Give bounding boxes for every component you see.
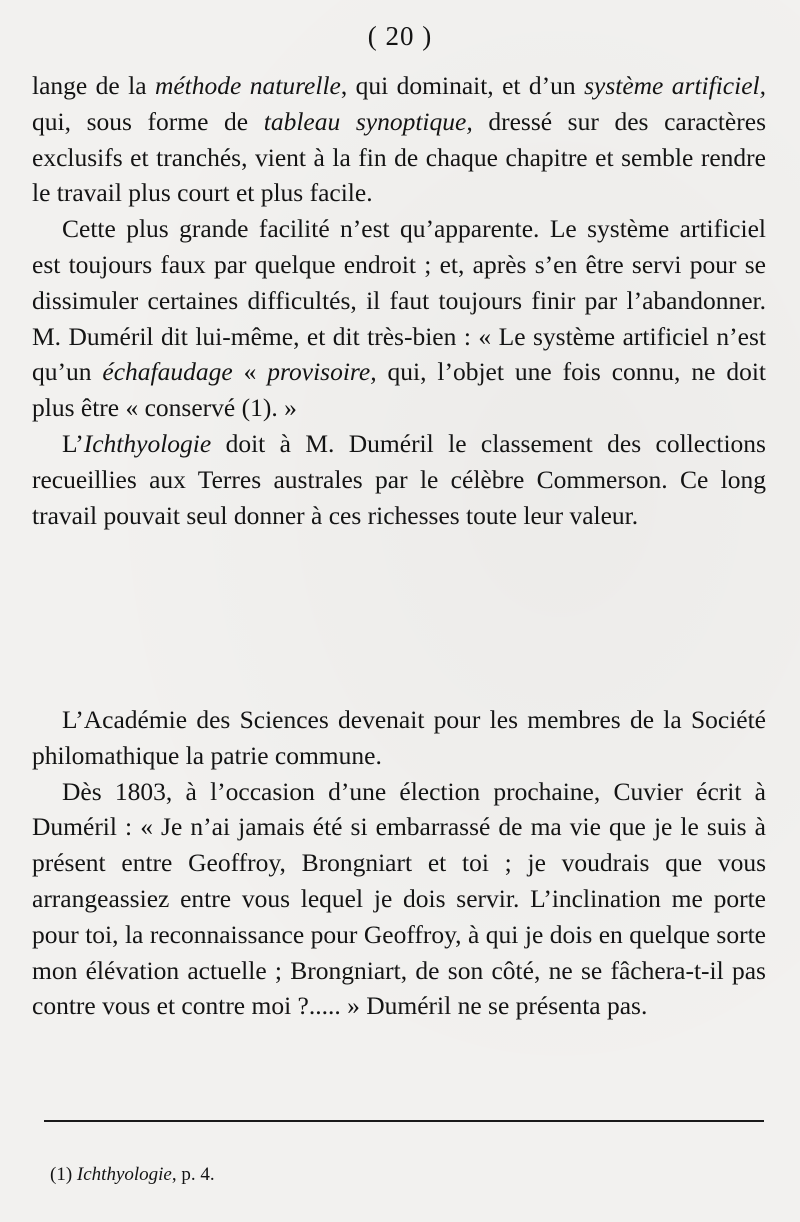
text-run: qui, l’objet une fois connu, ne doit plus être « conservé (1). » — [32, 357, 766, 423]
italic-run: tableau synoptique, — [263, 106, 473, 136]
text-run: Dès 1803, à l’occasion d’une élection prochaine, Cuvier écrit à Duméril : « Je n’ai jamais été si embarrassé de ma vie que je le suis à présent entre Geoffroy, Brongniart et toi ; je voudrais que vous arrangeassiez entre vous lequel je dois servir. L’inclination me porte pour toi, la reconnaissance pour Geoffroy, à qui je dois en quelque sorte mon élévation actuelle ; Brongniart, de son côté, ne se fâchera-t-il pas contre vous et contre moi ?..... » Duméril ne se présenta pas. — [32, 776, 766, 1021]
page-number: ( 20 ) — [367, 21, 433, 51]
italic-run: méthode naturelle — [154, 71, 341, 100]
text-run: doit à M. Duméril le classement des collections recueillies aux Terres australes par le célèbre Commerson. Ce long travail pouvait seul donner à ces richesses toute leur valeur. — [32, 428, 766, 530]
paragraph-5 — [32, 774, 766, 1025]
text-run: , qui dominait, et d’un — [340, 71, 585, 100]
upper-text-block — [32, 68, 766, 533]
italic-run: échafaudage — [102, 357, 233, 387]
text-run: lange de la — [32, 71, 155, 100]
paragraph-3 — [32, 426, 766, 533]
text-run: L’ — [62, 428, 84, 458]
lower-text-block — [32, 702, 766, 1024]
footnote — [50, 1162, 215, 1188]
text-run: , p. 4. — [171, 1164, 215, 1185]
text-run: « — [232, 357, 268, 387]
italic-run: Ichthyologie — [83, 428, 212, 458]
italic-run: système artificiel, — [584, 71, 766, 100]
text-run: L’Académie des Sciences devenait pour les membres de la Société philomathique la patrie commune. — [32, 705, 766, 770]
text-run: dressé sur des caractères exclusifs et tranchés, vient à la fin de chaque chapitre et semble rendre le travail plus court et plus facile. — [32, 106, 766, 208]
paragraph-4 — [32, 702, 766, 774]
footnote-divider — [44, 1120, 764, 1122]
text-run: qui, sous forme de — [32, 106, 264, 136]
text-run: Cette plus grande facilité n’est qu’apparente. Le système artificiel est toujours faux par quelque endroit ; et, après s’en être servi pour se dissimuler certaines difficultés, il faut toujours finir par l’abandonner. M. Duméril dit lui-même, et dit très-bien : « Le système artificiel n’est qu’un — [32, 214, 766, 387]
footnote-marker: (1) — [50, 1164, 77, 1185]
italic-run: provisoire, — [267, 357, 377, 387]
paragraph-2 — [32, 211, 766, 426]
paragraph-1 — [32, 68, 766, 211]
italic-run: Ichthyologie — [76, 1164, 172, 1185]
